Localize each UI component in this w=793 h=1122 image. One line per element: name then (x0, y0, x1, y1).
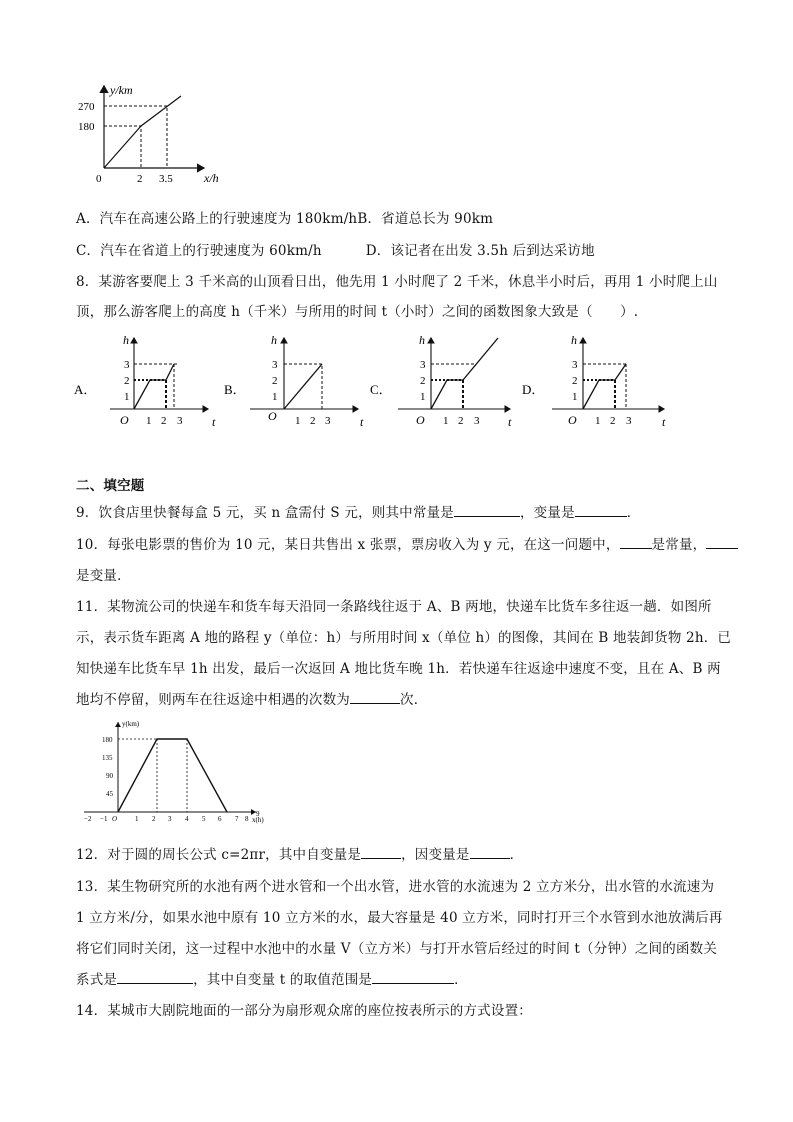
q11-x-tick: 6 (218, 815, 222, 823)
q7-y-axis-label: y/km (110, 83, 133, 97)
q13-line-3: 将它们同时关闭，这一过程中水池中的水量 V（立方米）与打开水管后经过的时间 t（分钟）之间的函数关 (76, 941, 718, 957)
q11-y-tick: 180 (102, 736, 113, 744)
q8-label-c: C． (370, 382, 392, 397)
q11-text: 地均不停留，则两车在往返途中相遇的次数为 (76, 692, 350, 708)
q8-axis-h: h (271, 333, 277, 347)
q11-x-tick: 2 (152, 815, 156, 823)
q13-blank-range[interactable] (372, 971, 454, 984)
q11-line-2: 示，表示货车距离 A 地的路程 y（单位：h）与所用时间 x（单位 h）的图像，其间在 B 地装卸货物 2h．已 (76, 630, 732, 646)
q8-t-tick: 2 (161, 415, 167, 427)
q7-graph-line (104, 96, 181, 168)
q8-h-tick: 2 (420, 375, 426, 387)
q8-t-tick: 2 (610, 415, 616, 427)
q7-graph (76, 82, 236, 190)
q11-truck-path (118, 739, 227, 812)
q11-x-tick: 4 (185, 815, 189, 823)
q12-blank-independent[interactable] (361, 846, 401, 859)
q11-line-3: 知快递车比货车早 1h 出发，最后一次返回 A 地比货车晚 1h．若快递车往返途中速度不变，且在 A、B 两 (76, 661, 721, 677)
q7-y-tick: 180 (78, 121, 95, 133)
q7-origin: 0 (96, 173, 102, 185)
q7-option-d: D．该记者在出发 3.5h 后到达采访地 (365, 243, 595, 259)
q12-text: 12．对于圆的周长公式 c=2πr，其中自变量是 (76, 847, 362, 863)
q11-y-axis-label: y(km) (122, 720, 140, 728)
q11-origin: O (112, 815, 118, 823)
q11-x-tick: −1 (100, 815, 108, 823)
q8-axis-t: t (360, 415, 364, 429)
q8-h-tick: 1 (124, 391, 130, 403)
q11-y-tick: 135 (102, 754, 113, 762)
q8-axis-h: h (123, 333, 129, 347)
q8-t-tick: 3 (626, 415, 632, 427)
q8-graph-b (224, 333, 364, 429)
q8-axis-h: h (419, 333, 425, 347)
q9-blank-variable[interactable] (575, 504, 627, 517)
q10-line-2: 是变量． (76, 568, 131, 584)
q13-line-1: 13．某生物研究所的水池有两个进水管和一个出水管，进水管的水流速为 2 立方米分，出水管的水流速为 (76, 879, 715, 895)
q8-h-tick: 3 (124, 359, 130, 371)
q8-origin: O (268, 409, 277, 423)
q11-x-axis-label: x(h) (252, 816, 264, 824)
q8-t-tick: 2 (310, 415, 316, 427)
q8-label-a: A． (74, 382, 97, 397)
q11-x-tick: 5 (202, 815, 206, 823)
q8-t-tick: 1 (443, 415, 449, 427)
q11-y-tick: 45 (106, 790, 113, 798)
q8-line-2: 顶，那么游客爬上的高度 h（千米）与所用的时间 t（小时）之间的函数图象大致是（ ）. (76, 304, 639, 320)
q8-label-b: B． (224, 382, 246, 397)
q8-graph-a (74, 333, 216, 429)
q14: 14．某城市大剧院地面的一部分为扇形观众席的座位按表所示的方式设置： (76, 1003, 532, 1019)
q8-t-tick: 1 (295, 415, 301, 427)
q9-text: 9．饮食店里快餐每盒 5 元，买 n 盒需付 S 元，则其中常量是 (76, 505, 454, 521)
q8-h-tick: 1 (420, 391, 426, 403)
q8-h-tick: 3 (572, 359, 578, 371)
q11-x-tick: −2 (84, 815, 92, 823)
q7-x-tick: 3.5 (159, 173, 173, 185)
q8-graph-c (370, 333, 512, 429)
q8-h-tick: 1 (572, 391, 578, 403)
q8-h-tick: 1 (272, 391, 278, 403)
q10-line-1 (76, 533, 738, 553)
q8-t-tick: 1 (146, 415, 152, 427)
q11-line-4 (76, 688, 427, 708)
q10-blank-variable[interactable] (706, 536, 738, 549)
q7-option-b: B．省道总长为 90km (357, 211, 494, 227)
q8-t-tick: 3 (325, 415, 331, 427)
q12-blank-dependent[interactable] (470, 846, 510, 859)
q13-line-2: 1 立方米/分，如果水池中原有 10 立方米的水，最大容量是 40 立方米，同时打开三个水管到水池放满后再 (76, 910, 723, 926)
section-heading: 二、填空题 (76, 478, 145, 494)
q12-text: ，因变量是 (401, 847, 470, 863)
q8-axis-h: h (571, 333, 577, 347)
q11-x-tick: 8 (245, 815, 249, 823)
q7-option-a: A．汽车在高速公路上的行驶速度为 180km/h (76, 211, 358, 227)
q11-y-tick: 90 (106, 772, 113, 780)
q8-graphs (70, 330, 710, 434)
q12 (76, 843, 523, 863)
q8-t-tick: 2 (458, 415, 464, 427)
q11-blank-meetings[interactable] (350, 691, 400, 704)
q7-options-row-1 (76, 207, 493, 227)
q12-text: ． (509, 847, 524, 863)
q13-text: ，其中自变量 t 的取值范围是 (193, 972, 373, 988)
q11-x-tick: 9 (256, 810, 260, 818)
q11-text: 次． (400, 692, 428, 708)
q8-origin: O (416, 413, 425, 427)
q8-h-tick: 3 (272, 359, 278, 371)
q11-graph (80, 716, 280, 826)
q7-option-c: C．汽车在省道上的行驶速度为 60km/h (76, 243, 322, 259)
q8-line-1: 8．某游客要爬上 3 千米高的山顶看日出，他先用 1 小时爬了 2 千米，休息半小时后，再用 1 小时爬上山 (76, 274, 718, 290)
q8-h-tick: 2 (572, 375, 578, 387)
q8-h-tick: 3 (420, 359, 426, 371)
q8-axis-t: t (508, 415, 512, 429)
q11-x-tick: 7 (235, 815, 239, 823)
q8-h-tick: 2 (124, 375, 130, 387)
q9-blank-constant[interactable] (454, 504, 520, 517)
q11-x-tick: 1 (135, 815, 139, 823)
q13-line-4 (76, 968, 468, 988)
q11-x-tick: 3 (168, 815, 172, 823)
q8-origin: O (120, 413, 129, 427)
q7-x-tick: 2 (137, 173, 143, 185)
q10-blank-constant[interactable] (620, 536, 652, 549)
q10-text: 10．每张电影票的售价为 10 元，某日共售出 x 张票，票房收入为 y 元，在这一问题中， (76, 537, 620, 553)
q13-blank-function[interactable] (117, 971, 193, 984)
q13-text: ． (454, 972, 468, 988)
q8-axis-t: t (212, 415, 216, 429)
q8-t-tick: 1 (595, 415, 601, 427)
q8-axis-t: t (662, 415, 666, 429)
q7-options-row-2 (76, 239, 595, 259)
q10-text: 是常量， (651, 537, 707, 553)
q9-text: ． (626, 505, 641, 521)
q13-text: 系式是 (76, 972, 118, 988)
q9-text: ，变量是 (519, 505, 575, 521)
q11-line-1: 11．某物流公司的快递车和货车每天沿同一条路线往返于 A、B 两地，快递车比货车多往返一趟．如图所 (76, 599, 712, 615)
q7-y-tick: 270 (78, 101, 95, 113)
q7-x-axis-label: x/h (204, 171, 219, 185)
q9 (76, 501, 640, 521)
q8-label-d: D． (522, 382, 545, 397)
q8-origin: O (568, 413, 577, 427)
q8-t-tick: 3 (474, 415, 480, 427)
q8-graph-d (522, 333, 666, 429)
q8-t-tick: 3 (177, 415, 183, 427)
q8-h-tick: 2 (272, 375, 278, 387)
